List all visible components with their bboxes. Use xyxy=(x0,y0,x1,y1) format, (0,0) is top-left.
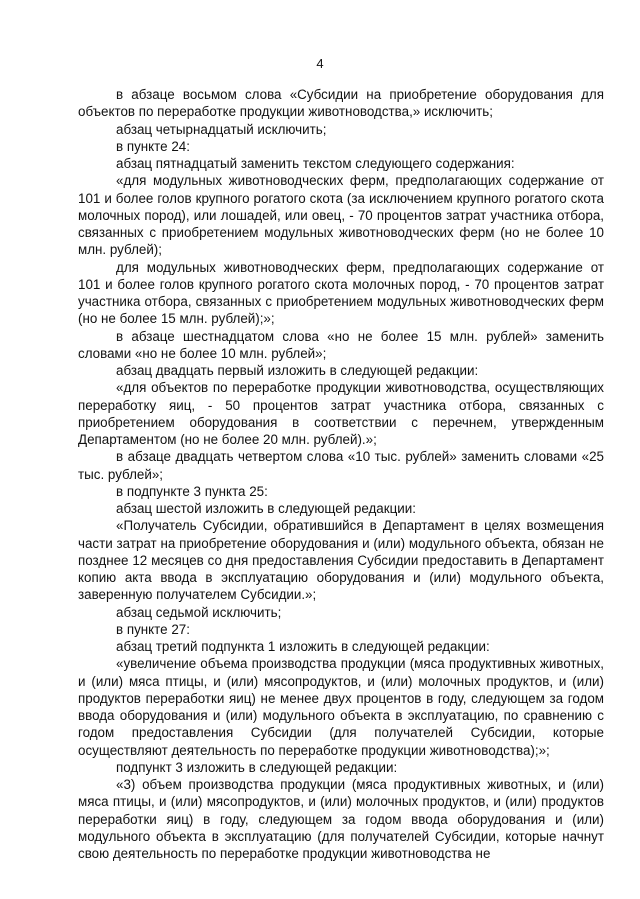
paragraph-2: абзац четырнадцатый исключить; xyxy=(116,121,327,137)
document-body xyxy=(78,86,604,862)
paragraph-3: в пункте 24: xyxy=(116,138,190,154)
paragraph-19: «3) объем производства продукции (мяса продуктивных животных, и (или) мяса птицы, и (или) мясопродуктов, и (или) молочных продуктов, и (или) продуктов переработки яиц) в году, следующем за годом ввода оборудования и (или) модульного объекта в эксплуатацию (для получателей Субсидии, которые начнут свою деятельность по переработке продукции животноводства не xyxy=(78,777,604,861)
paragraph-10: в абзаце двадцать четвертом слова «10 тыс. рублей» заменить словами «25 тыс. рублей»; xyxy=(78,449,604,482)
paragraph-11: в подпункте 3 пункта 25: xyxy=(116,483,268,499)
paragraph-6: для модульных животноводческих ферм, предполагающих содержание от 101 и более голов крупного рогатого скота молочных пород, - 70 процентов затрат участника отбора, связанных с приобретением модульных животноводческих ферм (но не более 15 млн. рублей);»; xyxy=(78,259,604,327)
paragraph-15: в пункте 27: xyxy=(116,621,190,637)
paragraph-4: абзац пятнадцатый заменить текстом следующего содержания: xyxy=(116,156,515,171)
paragraph-9: «для объектов по переработке продукции животноводства, осуществляющих переработку яиц, - 50 процентов затрат участника отбора, связанных с приобретением оборудования в соответствии с перечнем, утвержденным Департаментом (но не более 20 млн. рублей).»; xyxy=(78,380,604,447)
paragraph-12: абзац шестой изложить в следующей редакции: xyxy=(116,501,416,516)
paragraph-14: абзац седьмой исключить; xyxy=(116,604,282,620)
paragraph-1: в абзаце восьмом слова «Субсидии на приобретение оборудования для объектов по переработке продукции животноводства,» исключить; xyxy=(78,87,604,120)
paragraph-13: «Получатель Субсидии, обратившийся в Департамент в целях возмещения части затрат на приобретение оборудования и (или) модульного объекта, обязан не позднее 12 месяцев со дня предоставления Субсидии предоставить в Департамент копию акта ввода в эксплуатацию оборудования и (или) модульного объекта, заверенную получателем Субсидии.»; xyxy=(78,518,604,603)
paragraph-16: абзац третий подпункта 1 изложить в следующей редакции: xyxy=(116,639,490,654)
paragraph-17: «увеличение объема производства продукции (мяса продуктивных животных, и (или) мяса птицы, и (или) мясопродуктов, и (или) молочных продуктов, и (или) продуктов переработки яиц) не менее двух процентов в году, следующем за годом ввода оборудования и (или) модульного объекта в эксплуатацию, по сравнению с годом предоставления Субсидии (для получателей Субсидии, которые осуществляют деятельность по переработке продукции животноводства);»; xyxy=(78,656,604,758)
paragraph-18: подпункт 3 изложить в следующей редакции: xyxy=(116,759,398,775)
paragraph-5: «для модульных животноводческих ферм, предполагающих содержание от 101 и более голов крупного рогатого скота (за исключением крупного рогатого скота молочных пород), или лошадей, или овец, - 70 процентов затрат участника отбора, связанных с приобретением модульных животноводческих ферм (но не более 10 млн. рублей); xyxy=(78,173,604,258)
paragraph-7: в абзаце шестнадцатом слова «но не более 15 млн. рублей» заменить словами «но не более 10 млн. рублей»; xyxy=(78,328,604,361)
paragraph-8: абзац двадцать первый изложить в следующей редакции: xyxy=(116,363,479,378)
page-number: 4 xyxy=(316,56,324,71)
